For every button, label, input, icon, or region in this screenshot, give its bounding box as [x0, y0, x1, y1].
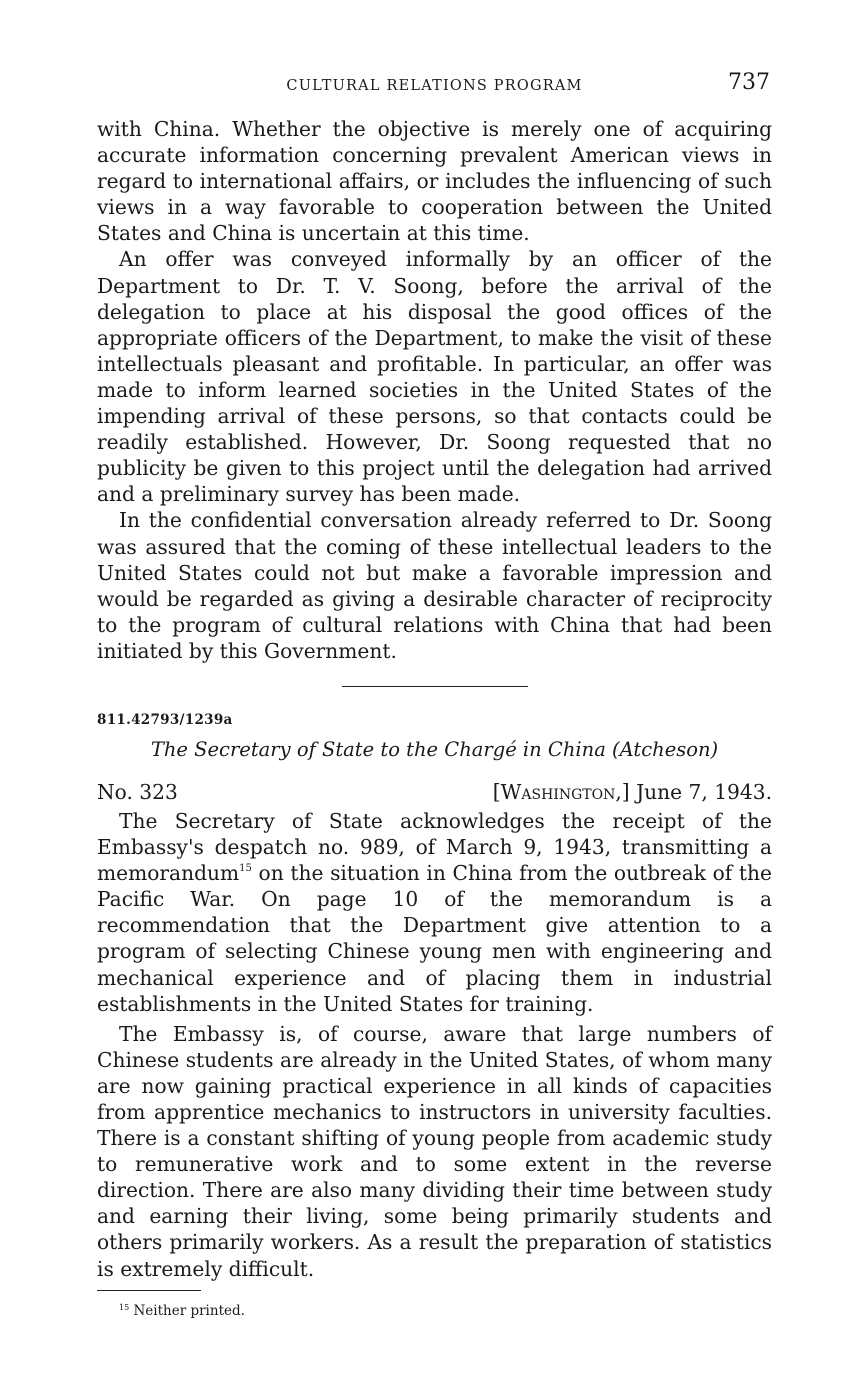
running-title: CULTURAL RELATIONS PROGRAM [286, 78, 583, 94]
paragraph-offer: An offer was conveyed informally by an officer of the Department to Dr. T. V. Soong, before the arrival of the delegation to place at his disposal the good offices of the appropriate officers of the Department, to make the visit of these intellectuals pleasant and profitable. In particular, an offer was made to inform learned societies in the United States of the impending arrival of these persons, so that contacts could be readily established. However, Dr. Soong requested that no publicity be given to this project until the delegation had arrived and a preliminary survey has been made. [97, 247, 772, 507]
document-number: No. 323 [97, 779, 178, 804]
paragraph-acknowledgement [97, 808, 772, 1017]
date: June 7, 1943. [636, 779, 772, 804]
paragraph-confidential-conversation: In the confidential conversation already referred to Dr. Soong was assured that the coming of these intellectual leaders to the United States could not but make a favorable impression and would be regarded as giving a desirable character of reciprocity to the program of cultural relations with China that had been initiated by this Government. [97, 508, 772, 663]
paragraph-acknowledgement-text: The Secretary of State acknowledges the receipt of the Embassy's despatch no. 989, of March 9, 1943, transmitting a memorandum [97, 808, 772, 886]
paragraph-continuation: with China. Whether the objective is merely one of acquiring accurate information concerning prevalent American views in regard to international affairs, or includes the influencing of such views in a way favorable to cooperation between the United States and China is uncertain at this time. [97, 117, 772, 246]
place: [Washington,] [492, 779, 630, 804]
footnote-divider [97, 1290, 201, 1291]
footnote [119, 1303, 772, 1319]
paragraph-embassy-aware: The Embassy is, of course, aware that large numbers of Chinese students are already in the United States, of whom many are now gaining practical experience in all kinds of capacities from apprentice mechanics to instructors in university faculties. There is a constant shifting of young people from academic study to remunerative work and to some extent in the reverse direction. There are also many dividing their time between study and earning their living, some being primarily students and others primarily workers. As a result the preparation of statistics is extremely difficult. [97, 1021, 772, 1281]
file-number: 811.42793/1239a [97, 711, 233, 728]
dateline [97, 780, 772, 804]
running-head [97, 70, 772, 104]
footnote-reference[interactable]: 15 [239, 863, 252, 875]
footnote-marker: 15 [119, 1302, 130, 1312]
document-page [97, 70, 772, 1319]
place-and-date [493, 780, 772, 804]
page-number: 737 [728, 70, 770, 95]
footnote-text: Neither printed. [133, 1302, 245, 1319]
document-heading: The Secretary of State to the Chargé in China (Atcheson) [150, 737, 719, 761]
paragraph-acknowledgement-text-cont: on the situation in China from the outbreak of the Pacific War. On page 10 of the memorandum is a recommendation that the Department give attention to a program of selecting Chinese young men with engineering and mechanical experience and of placing them in industrial establishments in the United States for training. [97, 861, 772, 1016]
section-divider [342, 686, 528, 687]
